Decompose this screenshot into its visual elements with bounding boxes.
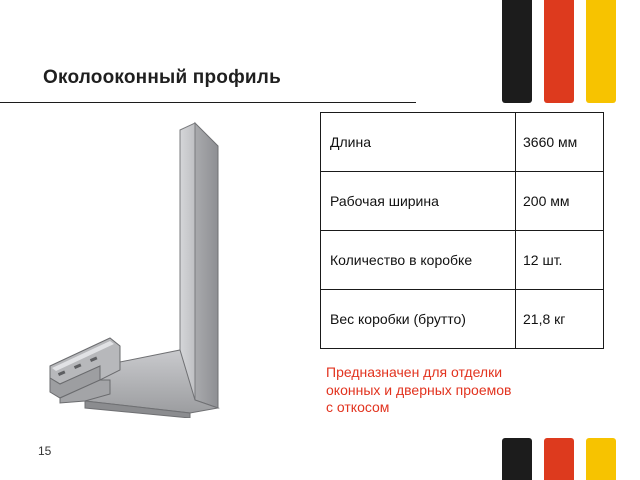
title-underline bbox=[0, 102, 416, 103]
spec-label: Длина bbox=[321, 113, 516, 172]
spec-value: 12 шт. bbox=[516, 231, 604, 290]
table-row bbox=[321, 172, 604, 231]
note-line: оконных и дверных проемов bbox=[326, 381, 512, 398]
spec-value: 200 мм bbox=[516, 172, 604, 231]
window-profile-image bbox=[40, 118, 240, 418]
page-number: 15 bbox=[38, 444, 52, 458]
slide-title: Околооконный профиль bbox=[43, 67, 281, 88]
decor-stripe-red-bottom bbox=[544, 438, 574, 480]
note-line: с откосом bbox=[326, 399, 390, 415]
decor-stripe-yellow-bottom bbox=[586, 438, 616, 480]
spec-value: 21,8 кг bbox=[516, 290, 604, 349]
spec-label: Вес коробки (брутто) bbox=[321, 290, 516, 349]
spec-label: Количество в коробке bbox=[321, 231, 516, 290]
decor-stripe-black-bottom bbox=[502, 438, 532, 480]
decor-stripe-black-top bbox=[502, 0, 532, 103]
decor-stripe-red-top bbox=[544, 0, 574, 103]
spec-value: 3660 мм bbox=[516, 113, 604, 172]
note-line: Предназначен для отделки bbox=[326, 364, 503, 380]
product-note bbox=[326, 364, 586, 417]
table-row bbox=[321, 113, 604, 172]
decor-stripe-yellow-top bbox=[586, 0, 616, 103]
table-row bbox=[321, 231, 604, 290]
table-row bbox=[321, 290, 604, 349]
spec-label: Рабочая ширина bbox=[321, 172, 516, 231]
specs-table bbox=[320, 112, 604, 349]
